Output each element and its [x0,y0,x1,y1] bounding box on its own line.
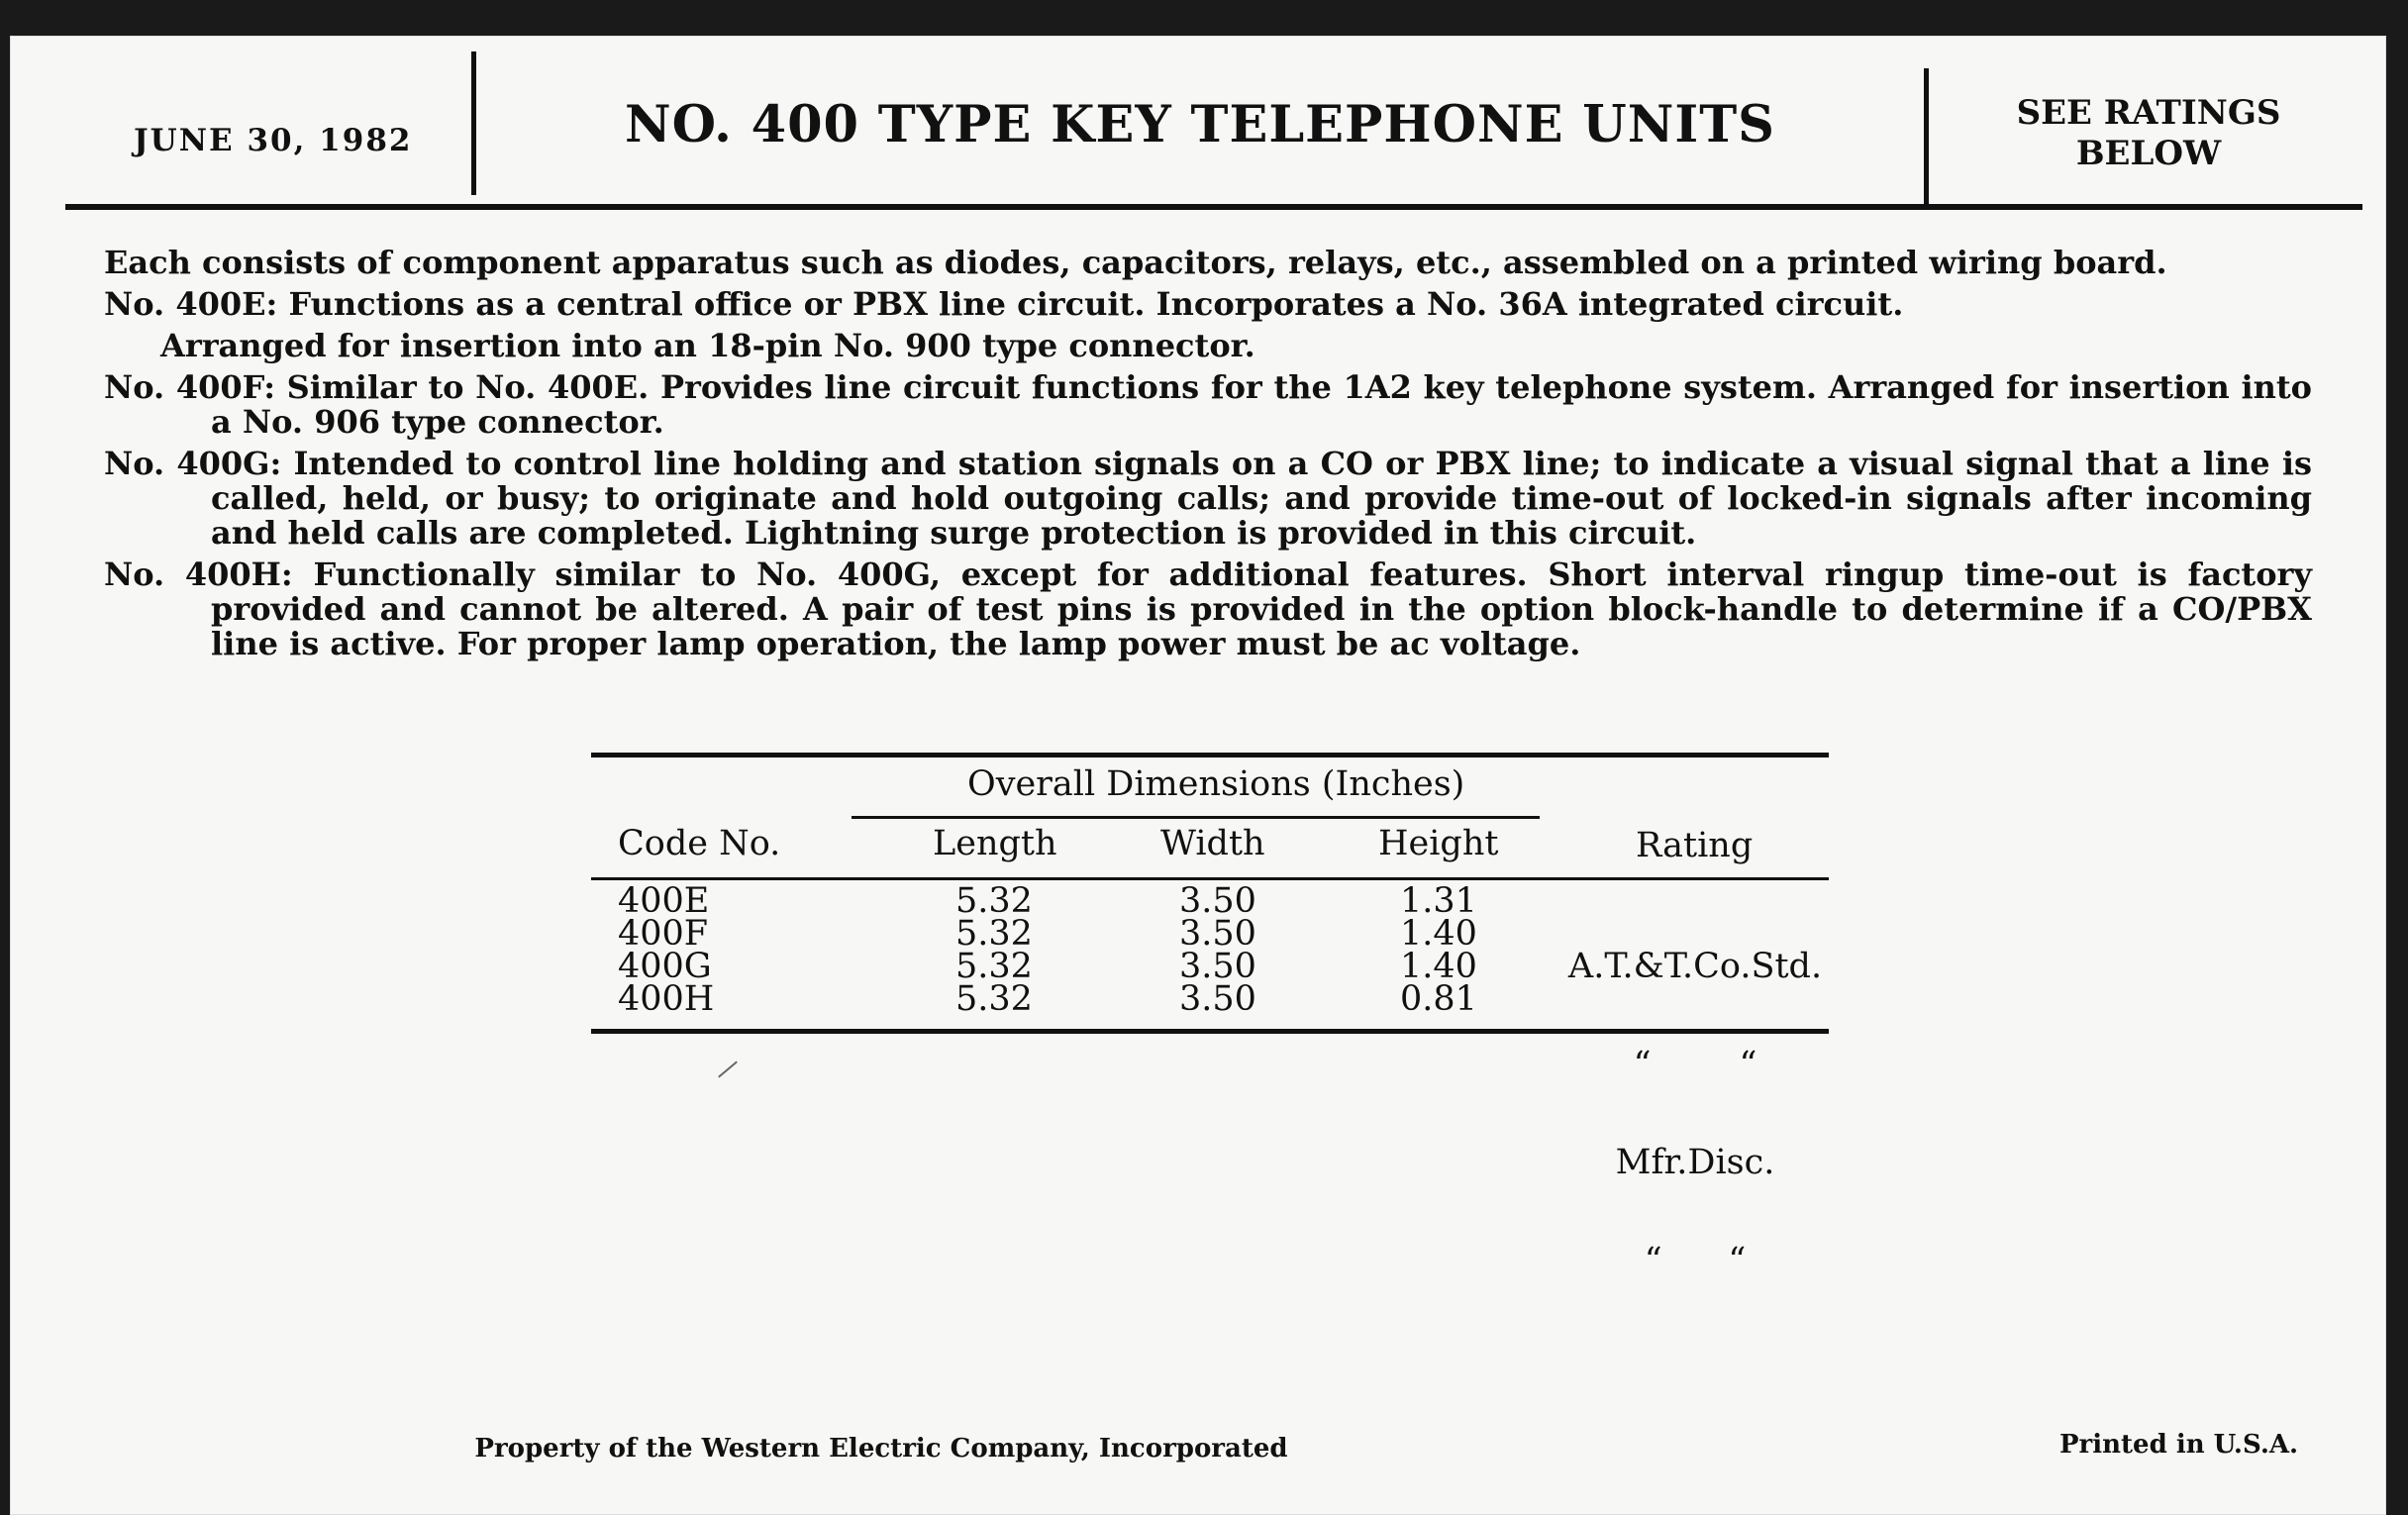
table-header-rule [591,877,1829,880]
column-rating [1566,885,1824,1343]
table-cell: 3.50 [1179,979,1256,1019]
column-width [1179,881,1256,1019]
description-body [104,246,2312,668]
header-rule [65,204,2362,210]
header-length: Length [933,824,1057,863]
table-cell: 400G [618,947,712,986]
header-rating: Rating [1636,826,1754,865]
table-bottom-rule [591,1029,1829,1034]
column-height [1400,881,1477,1019]
table-cell: “ “ [1644,1241,1747,1280]
table-cell: 3.50 [1179,914,1256,954]
card-header [10,36,2386,204]
stray-pencil-mark [718,1061,738,1078]
column-length [955,881,1033,1019]
group-header-rule [852,816,1540,819]
table-cell: 0.81 [1400,979,1477,1019]
header-code: Code No. [618,824,781,863]
table-cell: 1.40 [1400,947,1477,986]
table-cell: 3.50 [1179,881,1256,921]
header-height: Height [1378,824,1499,863]
table-cell: 5.32 [955,979,1033,1019]
issue-date: JUNE 30, 1982 [134,123,413,158]
header-divider-right [1924,68,1929,205]
page-title: NO. 400 TYPE KEY TELEPHONE UNITS [625,95,1775,154]
table-cell: 5.32 [955,914,1033,954]
paragraph-400e: No. 400E: Functions as a central office or PBX line circuit. Incorporates a No. 36A integrated circuit. [104,285,1904,323]
paragraph-400e-continued: Arranged for insertion into an 18-pin No. 900 type connector. [160,327,1255,364]
table-cell: 400H [618,979,715,1019]
table-cell: 400E [618,881,710,921]
paragraph-400h: No. 400H: Functionally similar to No. 400G, except for additional features. Short interval ringup time-out is factory provided and cannot be altered. A pair of test pins is provided in the option block-handle to determine if a CO/PBX line is active. For proper lamp operation, the lamp power must be ac voltage. [104,556,2312,662]
table-cell: 1.31 [1400,881,1477,921]
table-cell: 5.32 [955,947,1033,986]
table-cell: 400F [618,914,709,954]
paragraph-400f: No. 400F: Similar to No. 400E. Provides line circuit functions for the 1A2 key telephone system. Arranged for insertion into a No. 906 type connector. [104,368,2312,441]
table-cell: 5.32 [955,881,1033,921]
printed-in-notice: Printed in U.S.A. [2059,1430,2299,1460]
table-cell: A.T.&T.Co.Std. [1567,947,1823,986]
header-divider-left [471,51,476,195]
group-header-dimensions: Overall Dimensions (Inches) [967,764,1465,804]
table-cell: Mfr.Disc. [1615,1143,1775,1182]
ratings-note [1951,93,2347,174]
table-top-rule [591,753,1829,758]
ratings-note-line1: SEE RATINGS [2016,93,2281,133]
column-code [618,881,715,1019]
table-cell: 3.50 [1179,947,1256,986]
catalog-card [10,36,2386,1515]
property-notice: Property of the Western Electric Company, Incorporated [474,1434,1288,1464]
table-cell: “ “ [1633,1045,1757,1084]
paragraph-400g: No. 400G: Intended to control line holding and station signals on a CO or PBX line; to indicate a visual signal that a line is called, held, or busy; to originate and hold outgoing calls; and provide time-out of locked-in signals after incoming and held calls are completed. Lightning surge protection is provided in this circuit. [104,445,2312,552]
intro-paragraph: Each consists of component apparatus such as diodes, capacitors, relays, etc., assembled on a printed wiring board. [104,244,2167,281]
table-cell: 1.40 [1400,914,1477,954]
header-width: Width [1160,824,1265,863]
ratings-note-line2: BELOW [2075,134,2222,173]
